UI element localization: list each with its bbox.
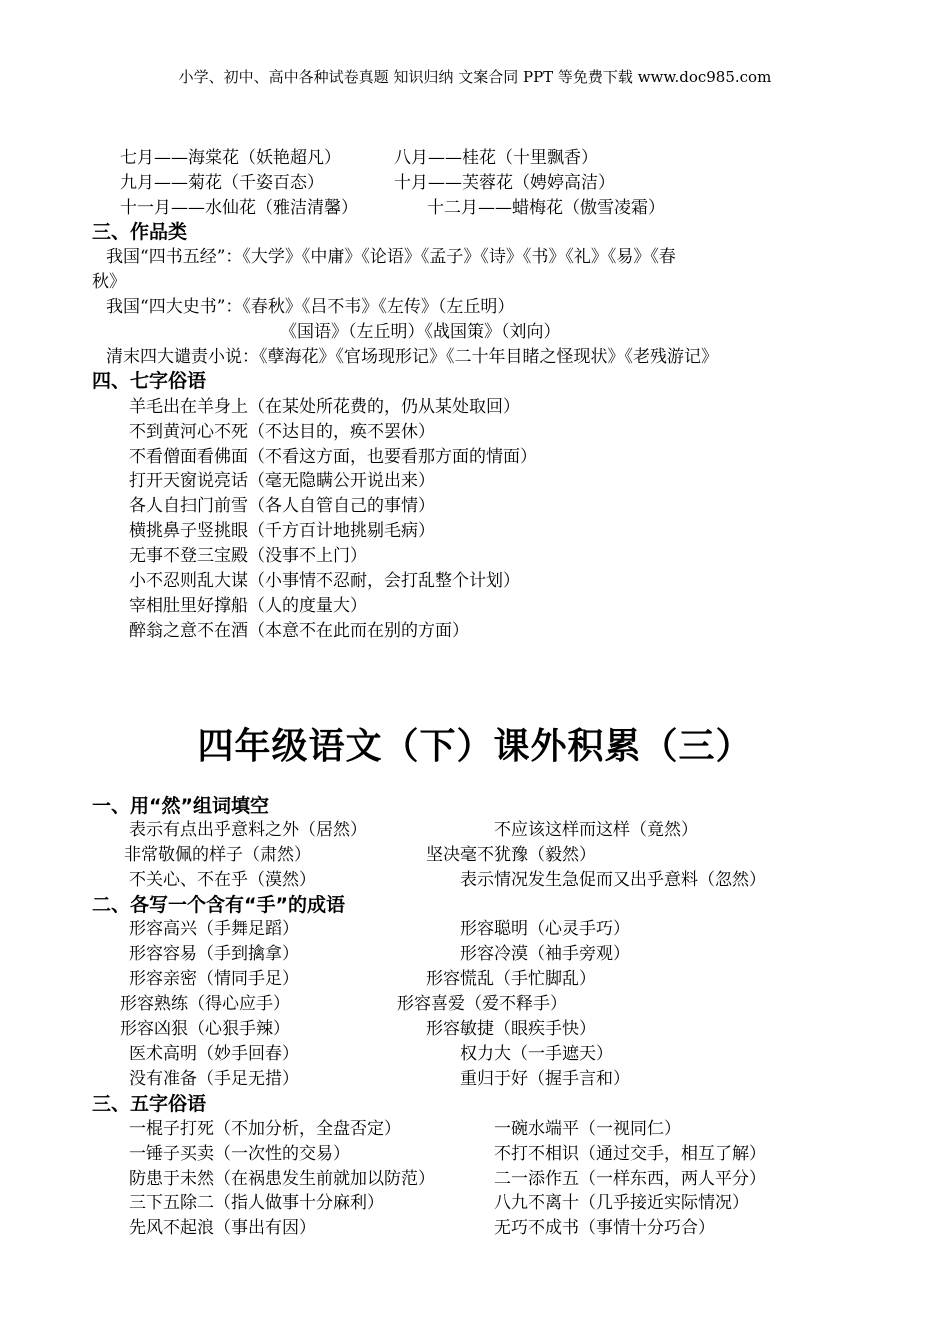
proverb7-item: 羊毛出在羊身上（在某处所花费的，仍从某处取回） [129, 397, 520, 417]
works-line-classics-cont: 秋》 [92, 272, 126, 292]
section-heading-proverbs5: 三、五字俗语 [92, 1093, 207, 1115]
shou-item: 重归于好（握手言和） [460, 1069, 630, 1089]
proverb7-item: 无事不登三宝殿（没事不上门） [129, 546, 367, 566]
shou-item: 形容容易（手到擒拿） [129, 944, 299, 964]
ran-item: 不应该这样而这样（竟然） [494, 820, 698, 840]
proverb5-item: 三下五除二（指人做事十分麻利） [129, 1193, 384, 1213]
shou-item: 医术高明（妙手回春） [129, 1044, 299, 1064]
shou-item: 形容冷漠（袖手旁观） [460, 944, 630, 964]
shou-item: 形容敏捷（眼疾手快） [426, 1019, 596, 1039]
proverb5-item: 八九不离十（几乎接近实际情况） [494, 1193, 749, 1213]
proverb7-item: 醉翁之意不在酒（本意不在此而在别的方面） [129, 621, 469, 641]
flower-september: 九月——菊花（千姿百态） [120, 173, 324, 193]
proverb5-item: 一棍子打死（不加分析，全盘否定） [129, 1119, 401, 1139]
shou-item: 形容喜爱（爱不释手） [397, 994, 567, 1014]
works-line-histories: 我国“四大史书”：《春秋》《吕不韦》《左传》（左丘明） [106, 297, 515, 317]
proverb7-item: 打开天窗说亮话（毫无隐瞒公开说出来） [129, 471, 435, 491]
proverb5-item: 不打不相识（通过交手，相互了解） [494, 1144, 766, 1164]
flower-november: 十一月——水仙花（雅洁清馨） [120, 198, 358, 218]
proverb5-item: 先风不起浪（事出有因） [129, 1218, 316, 1238]
shou-item: 形容聪明（心灵手巧） [460, 919, 630, 939]
flower-december: 十二月——蜡梅花（傲雪凌霜） [427, 198, 665, 218]
proverb5-item: 一锤子买卖（一次性的交易） [129, 1144, 350, 1164]
ran-item: 非常敬佩的样子（肃然） [124, 845, 311, 865]
section-heading-ran: 一、用“然”组词填空 [92, 795, 269, 817]
shou-item: 形容凶狠（心狠手辣） [120, 1019, 290, 1039]
section-heading-works: 三、作品类 [92, 221, 188, 243]
shou-item: 形容熟练（得心应手） [120, 994, 290, 1014]
flower-october: 十月——芙蓉花（娉婷高洁） [394, 173, 615, 193]
proverb5-item: 一碗水端平（一视同仁） [494, 1119, 681, 1139]
proverb7-item: 横挑鼻子竖挑眼（千方百计地挑剔毛病） [129, 521, 435, 541]
works-line-histories-cont: 《国语》（左丘明）《战国策》（刘向） [280, 322, 561, 342]
works-line-classics: 我国“四书五经”：《大学》《中庸》《论语》《孟子》《诗》《书》《礼》《易》《春 [106, 247, 676, 267]
shou-item: 形容慌乱（手忙脚乱） [426, 969, 596, 989]
shou-item: 形容亲密（情同手足） [129, 969, 299, 989]
shou-item: 没有准备（手足无措） [129, 1069, 299, 1089]
flower-july: 七月——海棠花（妖艳超凡） [120, 148, 341, 168]
proverb7-item: 宰相肚里好撑船（人的度量大） [129, 596, 367, 616]
ran-item: 坚决毫不犹豫（毅然） [426, 845, 596, 865]
shou-item: 权力大（一手遮天） [460, 1044, 613, 1064]
proverb7-item: 不到黄河心不死（不达目的，痪不罢休） [129, 422, 435, 442]
ran-item: 表示有点出乎意料之外（居然） [129, 820, 367, 840]
proverb7-item: 不看僧面看佛面（不看这方面，也要看那方面的情面） [129, 447, 537, 467]
shou-item: 形容高兴（手舞足蹈） [129, 919, 299, 939]
proverb5-item: 无巧不成书（事情十分巧合） [494, 1218, 715, 1238]
ran-item: 不关心、不在乎（漠然） [129, 870, 316, 890]
proverb7-item: 各人自扫门前雪（各人自管自己的事情） [129, 496, 435, 516]
ran-item: 表示情况发生急促而又出乎意料（忽然） [460, 870, 766, 890]
section-heading-proverbs7: 四、七字俗语 [92, 370, 207, 392]
proverb5-item: 防患于未然（在祸患发生前就加以防范） [129, 1169, 435, 1189]
section-heading-shou: 二、各写一个含有“手”的成语 [92, 894, 345, 916]
proverb7-item: 小不忍则乱大谋（小事情不忍耐，会打乱整个计划） [129, 571, 520, 591]
works-line-novels: 清末四大谴责小说：《孽海花》《官场现形记》《二十年目睹之怪现状》《老残游记》 [106, 347, 718, 367]
page-title: 四年级语文（下）课外积累（三） [197, 726, 753, 767]
proverb5-item: 二一添作五（一样东西，两人平分） [494, 1169, 766, 1189]
flower-august: 八月——桂花（十里飘香） [394, 148, 598, 168]
page-header: 小学、初中、高中各种试卷真题 知识归纳 文案合同 PPT 等免费下载 www.doc985.com [178, 68, 772, 86]
